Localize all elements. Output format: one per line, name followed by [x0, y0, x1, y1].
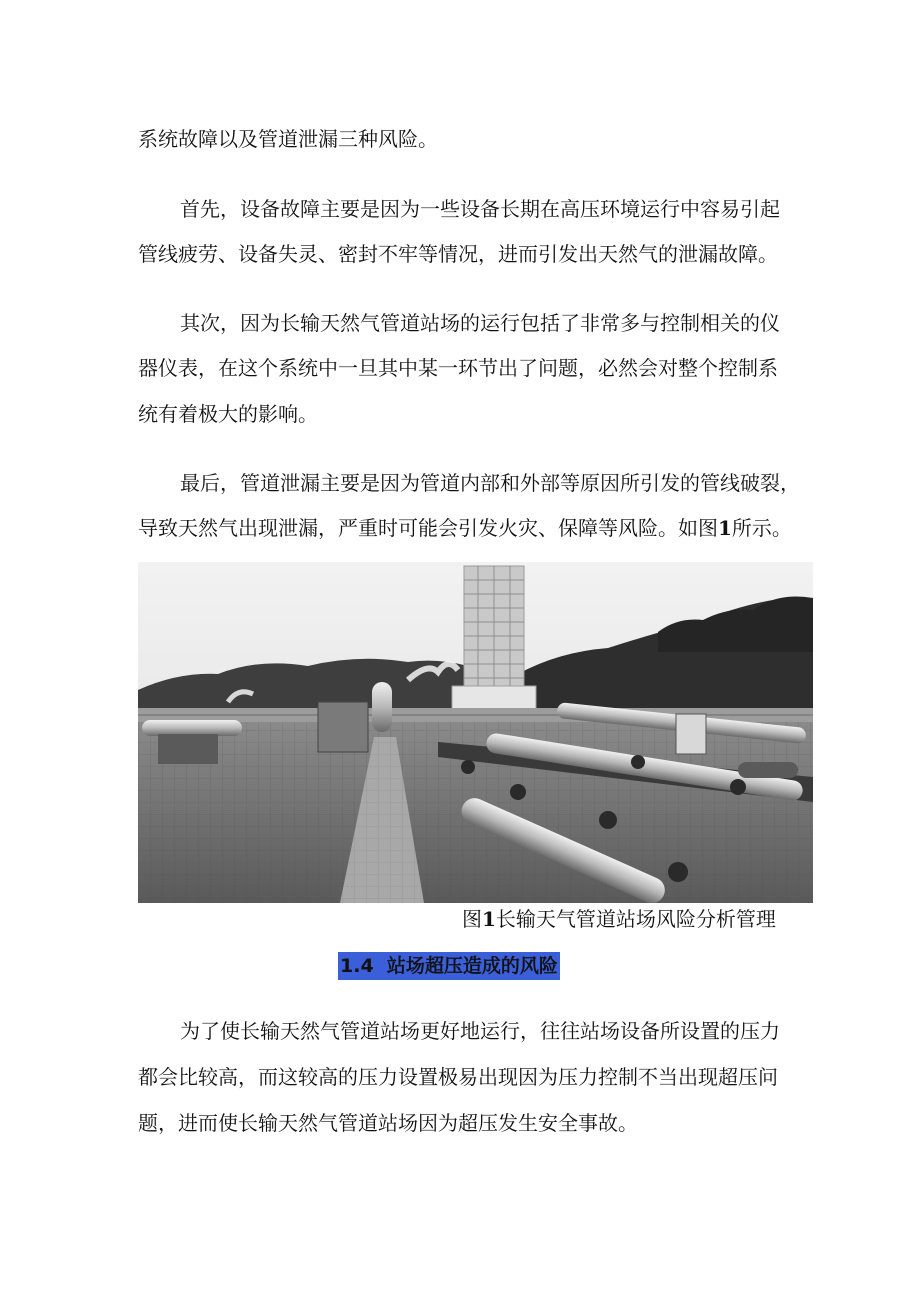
paragraph-line: 为了使长输天然气管道站场更好地运行，往往站场设备所设置的压力	[180, 1019, 780, 1043]
paragraph-line: 都会比较高，而这较高的压力设置极易出现因为压力控制不当出现超压问	[138, 1065, 778, 1089]
gas-station-photo	[138, 562, 813, 903]
paragraph-line: 其次，因为长输天然气管道站场的运行包括了非常多与控制相关的仪	[180, 311, 780, 335]
section-title: 站场超压造成的风险	[386, 955, 558, 977]
paragraph-line: 最后，管道泄漏主要是因为管道内部和外部等原因所引发的管线破裂，	[180, 471, 800, 495]
paragraph-line: 系统故障以及管道泄漏三种风险。	[138, 127, 438, 151]
paragraph-line: 首先，设备故障主要是因为一些设备长期在高压环境运行中容易引起	[180, 197, 780, 221]
caption-text: 长输天气管道站场风险分析管理	[495, 907, 776, 931]
paragraph-line: 管线疲劳、设备失灵、密封不牢等情况，进而引发出天然气的泄漏故障。	[138, 242, 778, 266]
paragraph-text: 所示。	[731, 516, 792, 540]
paragraph-line: 器仪表，在这个系统中一旦其中某一环节出了问题，必然会对整个控制系	[138, 356, 778, 380]
paragraph-line: 统有着极大的影响。	[138, 402, 318, 426]
caption-prefix: 图	[462, 907, 482, 931]
figure-ref-number: 1	[718, 516, 732, 540]
paragraph-line: 题，进而使长输天然气管道站场因为超压发生安全事故。	[138, 1111, 638, 1135]
paragraph-line	[138, 515, 792, 541]
caption-number: 1	[482, 907, 496, 931]
figure-caption	[462, 906, 776, 932]
section-number: 1.4	[340, 955, 374, 977]
section-heading	[338, 952, 560, 980]
paragraph-text: 导致天然气出现泄漏，严重时可能会引发火灾、保障等风险。如图	[138, 516, 718, 540]
